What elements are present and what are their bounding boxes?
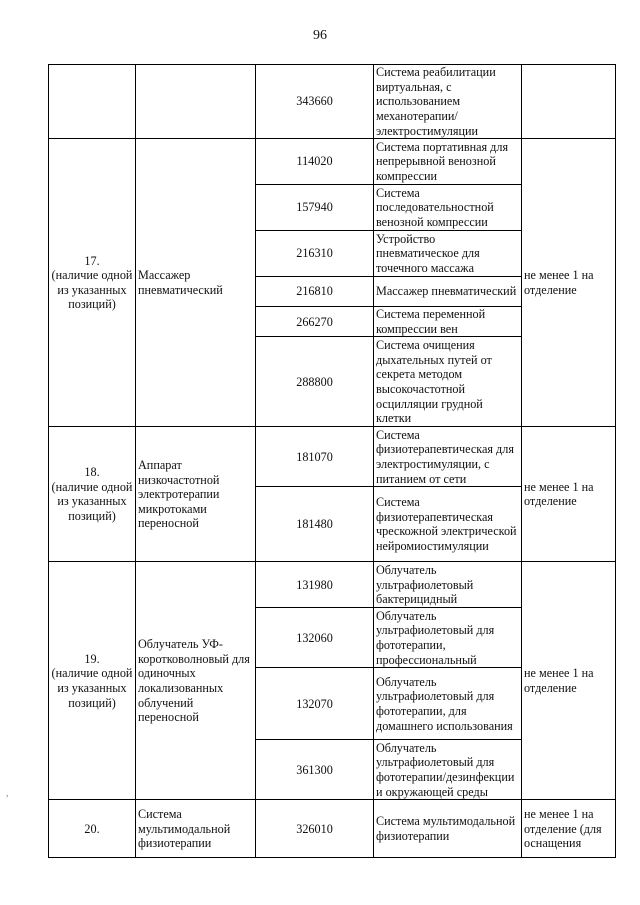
item-desc-cell: Система реабилитации виртуальная, с использованием механотерапии/ электростимуляции xyxy=(374,65,522,139)
item-desc-cell: Система очищения дыхательных путей от секрета методом высокочастотной осцилляции грудной клетки xyxy=(374,337,522,427)
item-code-cell: 132060 xyxy=(256,608,374,668)
row-quantity-cell: не менее 1 на отделение (для оснащения xyxy=(522,800,616,858)
row-quantity-cell: не менее 1 на отделение xyxy=(522,139,616,427)
scan-artifact: , xyxy=(6,788,9,799)
row-name-cell xyxy=(136,65,256,139)
item-code-cell: 326010 xyxy=(256,800,374,858)
table-row xyxy=(49,65,616,139)
item-code-cell: 181070 xyxy=(256,427,374,487)
row-quantity-cell xyxy=(522,65,616,139)
item-desc-cell: Облучатель ультрафиолетовый для фототерапии/дезинфекции и окружающей среды xyxy=(374,740,522,800)
equipment-table xyxy=(48,64,616,858)
item-code-cell: 266270 xyxy=(256,307,374,337)
item-desc-cell: Система последовательностной венозной компрессии xyxy=(374,185,522,231)
item-code-cell: 132070 xyxy=(256,668,374,740)
row-number-cell xyxy=(49,65,136,139)
item-desc-cell: Облучатель ультрафиолетовый для фототерапии, профессиональный xyxy=(374,608,522,668)
row-name-cell: Аппарат низкочастотной электротерапии микротоками переносной xyxy=(136,427,256,562)
item-code-cell: 131980 xyxy=(256,562,374,608)
item-desc-cell: Массажер пневматический xyxy=(374,277,522,307)
table-row xyxy=(49,800,616,858)
item-desc-cell: Система физиотерапевтическая чрескожной электрической нейромиостимуляции xyxy=(374,487,522,562)
item-code-cell: 181480 xyxy=(256,487,374,562)
item-code-cell: 216810 xyxy=(256,277,374,307)
item-code-cell: 157940 xyxy=(256,185,374,231)
item-desc-cell: Система портативная для непрерывной венозной компрессии xyxy=(374,139,522,185)
row-name-cell: Массажер пневматический xyxy=(136,139,256,427)
page-number: 96 xyxy=(313,28,327,43)
row-name-cell: Облучатель УФ-коротковолновый для одиночных локализованных облучений переносной xyxy=(136,562,256,800)
row-number-cell: 17. (наличие одной из указанных позиций) xyxy=(49,139,136,427)
table-row xyxy=(49,427,616,487)
table-row xyxy=(49,562,616,608)
item-desc-cell: Система мультимодальной физиотерапии xyxy=(374,800,522,858)
item-desc-cell: Система переменной компрессии вен xyxy=(374,307,522,337)
row-number-cell: 18. (наличие одной из указанных позиций) xyxy=(49,427,136,562)
item-desc-cell: Система физиотерапевтическая для электростимуляции, с питанием от сети xyxy=(374,427,522,487)
item-desc-cell: Устройство пневматическое для точечного массажа xyxy=(374,231,522,277)
row-number-cell: 19. (наличие одной из указанных позиций) xyxy=(49,562,136,800)
item-code-cell: 216310 xyxy=(256,231,374,277)
row-name-cell: Система мультимодальной физиотерапии xyxy=(136,800,256,858)
item-desc-cell: Облучатель ультрафиолетовый для фототерапии, для домашнего использования xyxy=(374,668,522,740)
item-code-cell: 288800 xyxy=(256,337,374,427)
row-number-cell: 20. xyxy=(49,800,136,858)
item-code-cell: 361300 xyxy=(256,740,374,800)
item-code-cell: 114020 xyxy=(256,139,374,185)
item-code-cell: 343660 xyxy=(256,65,374,139)
item-desc-cell: Облучатель ультрафиолетовый бактерицидный xyxy=(374,562,522,608)
table-row xyxy=(49,139,616,185)
row-quantity-cell: не менее 1 на отделение xyxy=(522,562,616,800)
row-quantity-cell: не менее 1 на отделение xyxy=(522,427,616,562)
